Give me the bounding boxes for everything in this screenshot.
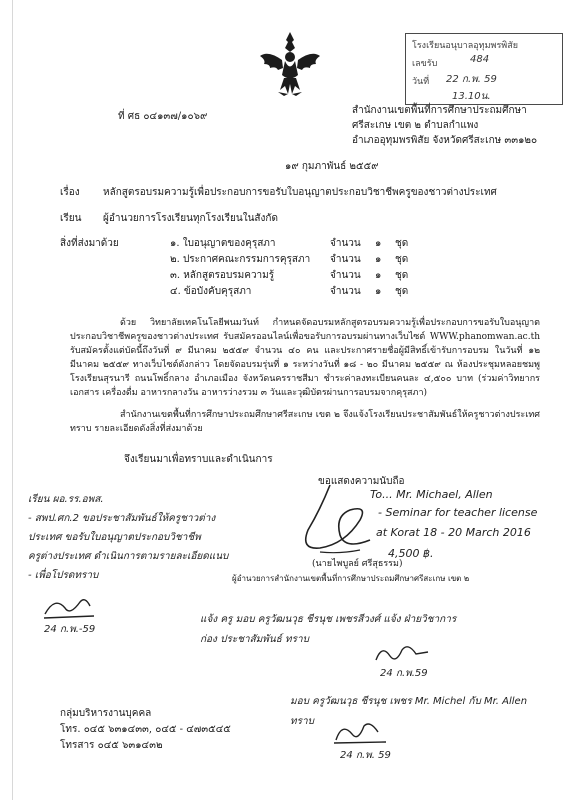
- attachment-unit: ชุด: [395, 286, 409, 297]
- attachment-qty-label: จำนวน: [330, 254, 361, 265]
- stamp-date-value: 22 ก.พ. 59: [446, 74, 497, 85]
- subject-label: เรื่อง: [60, 187, 80, 198]
- doc-number: ที่ ศธ ๐๔๑๓๗/๑๐๖๙: [118, 111, 208, 122]
- bottom-note-line-2: ทราบ: [290, 716, 314, 727]
- stamp-school-label: โรงเรียนอนุบาลอุทุมพรพิสัย: [412, 41, 518, 51]
- footer-department: กลุ่มบริหารงานบุคคล: [60, 708, 152, 719]
- attachment-qty-label: จำนวน: [330, 286, 361, 297]
- subject-text: หลักสูตรอบรมความรู้เพื่อประกอบการขอรับใบอนุญาตประกอบวิชาชีพครูของชาวต่างประเทศ: [103, 187, 497, 198]
- signatory-name: (นายไพบูลย์ ศรีสุธรรม): [312, 559, 403, 569]
- left-note-line-3: ประเทศ ขอรับใบอนุญาตประกอบวิชาชีพ: [28, 532, 201, 543]
- mid-note-date: 24 ก.พ.59: [380, 668, 428, 679]
- scan-edge-line: [12, 0, 13, 800]
- signatory-title: ผู้อำนวยการสำนักงานเขตพื้นที่การศึกษาประถมศึกษาศรีสะเกษ เขต ๒: [232, 574, 470, 583]
- attachment-qty: ๑: [375, 254, 382, 265]
- attachment-qty-label: จำนวน: [330, 238, 361, 249]
- english-note-recipient: To... Mr. Michael, Allen: [370, 488, 493, 501]
- bottom-initial-signature: [330, 718, 390, 746]
- mid-note-line-1: แจ้ง ครู มอบ ครูวัฒนวุธ ชีรนุช เพชรสีวงศ์ แจ้ง ฝ่ายวิชาการ: [200, 614, 457, 625]
- recipient-label: เรียน: [60, 213, 82, 224]
- left-initial-signature: [40, 594, 100, 622]
- attachment-item-name: ๓. หลักสูตรอบรมความรู้: [170, 270, 275, 281]
- garuda-emblem-icon: [258, 30, 322, 100]
- bottom-note-date: 24 ก.พ. 59: [340, 750, 391, 761]
- attachment-qty: ๑: [375, 238, 382, 249]
- stamp-time-value: 13.10น.: [452, 91, 491, 102]
- stamp-receive-number: 484: [470, 54, 490, 65]
- attachment-unit: ชุด: [395, 270, 409, 281]
- attachment-unit: ชุด: [395, 254, 409, 265]
- attachment-qty: ๑: [375, 286, 382, 297]
- stamp-receive-label: เลขรับ: [412, 59, 438, 69]
- body-paragraph-1: ด้วย วิทยาลัยเทคโนโลยีพนมวันท์ กำหนดจัดอบรมหลักสูตรอบรมความรู้เพื่อประกอบการขอรับใบอนุญาตประกอบวิชาชีพครูของชาวต่างประเทศ รับสมัครออนไลน์เพื่อขอรับการอบรมผ่านทางเว็บไซต์ WWW.phanomwan.ac.th รับสมัครตั้งแต่บัดนี้ถึงวันที่ ๙ มีนาคม ๒๕๕๙ จำนวน ๔๐ คน และประกาศรายชื่อผู้มีสิทธิ์เข้ารับการอบรม ในวันที่ ๑๒ มีนาคม ๒๕๕๙ ทางเว็บไซต์ดังกล่าว โดยจัดอบรมรุ่นที่ ๑ ระหว่างวันที่ ๑๘ - ๒๐ มีนาคม ๒๕๕๙ ณ ห้องประชุมหลอยชมพู โรงเรียนสุรนารี ถนนโพธิ์กลาง อำเภอเมือง จังหวัดนครราชสีมา ชำระค่าลงทะเบียนคนละ ๔,๕๐๐ บาท (ร่วมค่าวิทยากร เอกสาร เครื่องดื่ม อาหารกลางวัน อาหารว่างรวม ๓ วันและวุฒิบัตรผ่านการอบรมจากคุรุสภา): [70, 318, 540, 398]
- left-note-line-1: เรียน ผอ.รร.อพส.: [28, 494, 104, 505]
- director-signature: [290, 480, 380, 560]
- left-note-line-2: - สพป.ศก.2 ขอประชาสัมพันธ์ให้ครูชาวต่าง: [28, 513, 216, 524]
- regards: ขอแสดงความนับถือ: [318, 476, 405, 487]
- left-note-line-4: ครูต่างประเทศ ดำเนินการตามรายละเอียดแนบ: [28, 551, 229, 562]
- attachment-item-name: ๒. ประกาศคณะกรรมการคุรุสภา: [170, 254, 311, 265]
- english-note-fee: 4,500 ฿.: [388, 547, 434, 560]
- bottom-note-line-1: มอบ ครูวัฒนวุธ ชีรนุช เพชร Mr. Michel กับ Mr. Allen: [290, 696, 528, 707]
- closing-request: จึงเรียนมาเพื่อทราบและดำเนินการ: [124, 454, 273, 465]
- footer-fax: โทรสาร ๐๔๕ ๖๓๑๔๓๒: [60, 740, 163, 751]
- attachment-unit: ชุด: [395, 238, 409, 249]
- attachment-item-name: ๑. ใบอนุญาตของคุรุสภา: [170, 238, 276, 249]
- left-note-line-5: - เพื่อโปรดทราบ: [28, 570, 99, 581]
- mid-note-line-2: ก่อง ประชาสัมพันธ์ ทราบ: [200, 634, 309, 645]
- body-paragraph-2: สำนักงานเขตพื้นที่การศึกษาประถมศึกษาศรีสะเกษ เขต ๒ จึงแจ้งโรงเรียนประชาสัมพันธ์ให้ครูชาวต่างประเทศทราบ รายละเอียดดังสิ่งที่ส่งมาด้วย: [70, 410, 540, 434]
- office-name: สำนักงานเขตพื้นที่การศึกษาประถมศึกษา: [352, 105, 527, 116]
- attachment-qty: ๑: [375, 270, 382, 281]
- document-date: ๑๙ กุมภาพันธ์ ๒๕๕๙: [285, 161, 379, 172]
- attachment-item-name: ๔. ข้อบังคับคุรุสภา: [170, 286, 252, 297]
- left-note-date: 24 ก.พ.-59: [44, 624, 96, 635]
- office-area: ศรีสะเกษ เขต ๒ ตำบลกำแพง: [352, 120, 479, 131]
- english-note-location: at Korat 18 - 20 March 2016: [376, 526, 531, 539]
- attachment-qty-label: จำนวน: [330, 270, 361, 281]
- recipient-text: ผู้อำนวยการโรงเรียนทุกโรงเรียนในสังกัด: [103, 213, 278, 224]
- receive-stamp: [405, 33, 563, 105]
- footer-phone: โทร. ๐๔๕ ๖๓๑๔๓๓, ๐๔๕ - ๔๗๓๕๔๕: [60, 724, 231, 735]
- stamp-date-label: วันที่: [412, 77, 430, 87]
- english-note-seminar: - Seminar for teacher license: [378, 506, 538, 519]
- attachments-label: สิ่งที่ส่งมาด้วย: [60, 238, 119, 249]
- office-address: อำเภออุทุมพรพิสัย จังหวัดศรีสะเกษ ๓๓๑๒๐: [352, 135, 538, 146]
- mid-initial-signature: [372, 640, 432, 666]
